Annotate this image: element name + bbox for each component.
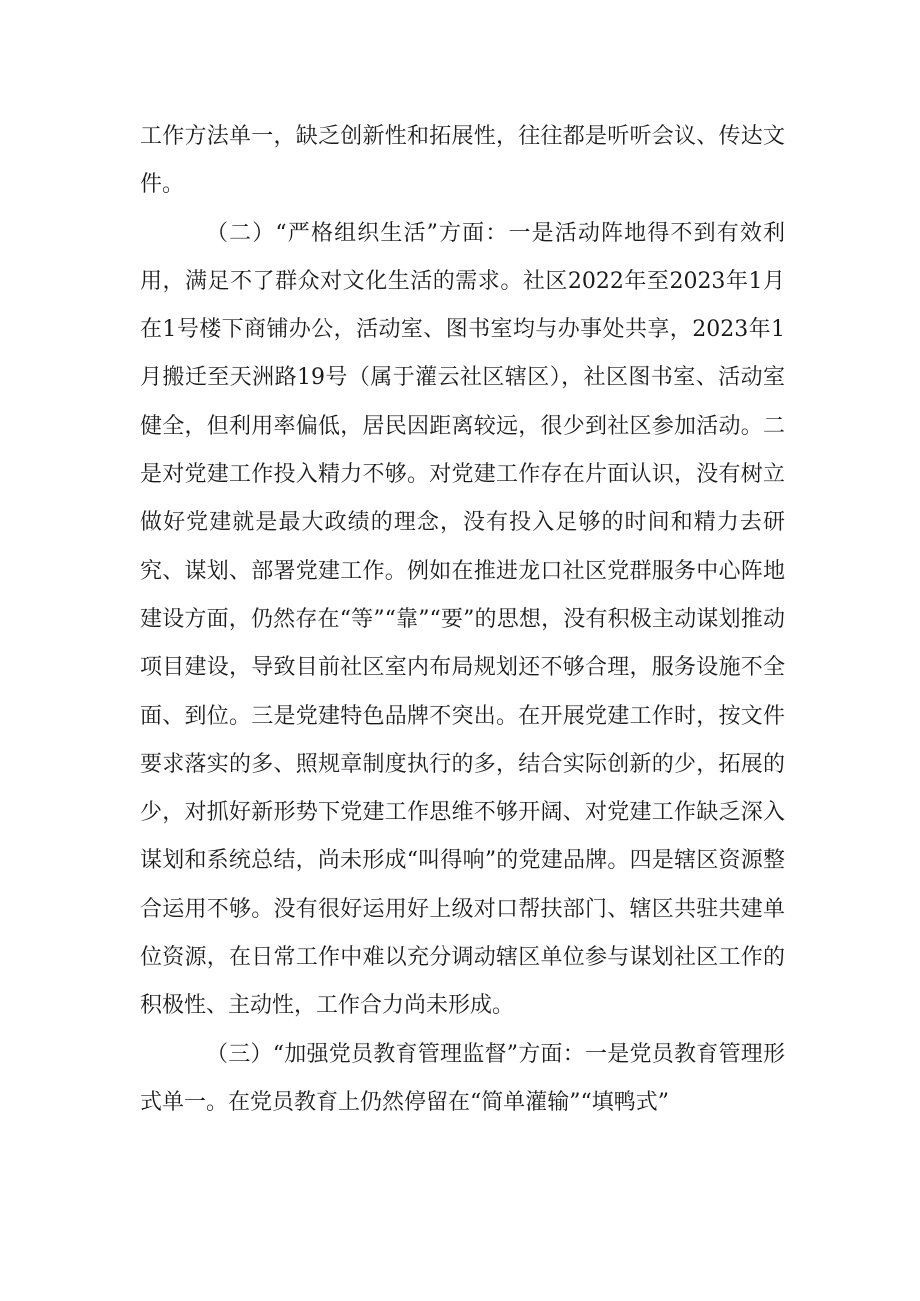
paragraph-continuation: 工作方法单一，缺乏创新性和拓展性，往往都是听听会议、传达文件。	[140, 124, 785, 198]
document-body	[140, 113, 785, 1127]
paragraph-organizational-life: （二）“严格组织生活”方面：一是活动阵地得不到有效利用，满足不了群众对文化生活的需求。社区2022年至2023年1月在1号楼下商铺办公，活动室、图书室均与办事处共享，2023年1月搬迁至天洲路19号（属于灌云社区辖区），社区图书室、活动室健全，但利用率偏低，居民因距离较远，很少到社区参加活动。二是对党建工作投入精力不够。对党建工作存在片面认识，没有树立做好党建就是最大政绩的理念，没有投入足够的时间和精力去研究、谋划、部署党建工作。例如在推进龙口社区党群服务中心阵地建设方面，仍然存在“等”“靠”“要”的思想，没有积极主动谋划推动项目建设，导致目前社区室内布局规划还不够合理，服务设施不全面、到位。三是党建特色品牌不突出。在开展党建工作时，按文件要求落实的多、照规章制度执行的多，结合实际创新的少，拓展的少，对抓好新形势下党建工作思维不够开阔、对党建工作缺乏深入谋划和系统总结，尚未形成“叫得响”的党建品牌。四是辖区资源整合运用不够。没有很好运用好上级对口帮扶部门、辖区共驻共建单位资源，在日常工作中难以充分调动辖区单位参与谋划社区工作的积极性、主动性，工作合力尚未形成。	[140, 220, 785, 1019]
paragraph-party-member-education: （三）“加强党员教育管理监督”方面：一是党员教育管理形式单一。在党员教育上仍然停留在“简单灌输”“填鸭式”	[140, 1041, 785, 1115]
